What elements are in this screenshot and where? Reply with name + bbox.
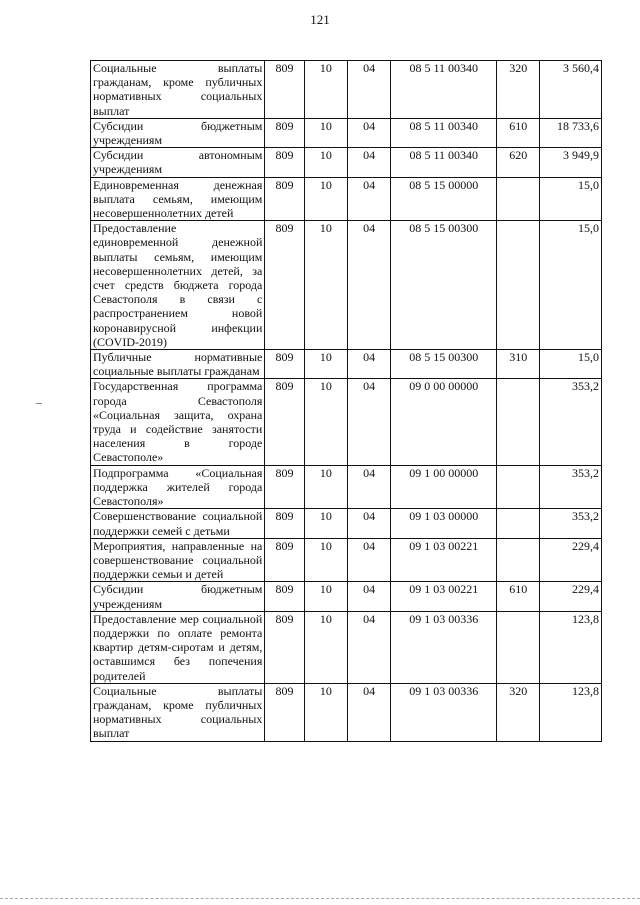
row-gr: 809 xyxy=(265,465,304,509)
row-vr: 610 xyxy=(497,582,540,611)
row-gr: 809 xyxy=(265,582,304,611)
row-cs: 09 0 00 00000 xyxy=(391,379,497,465)
row-sum: 15,0 xyxy=(540,177,602,221)
row-vr xyxy=(497,221,540,350)
row-name: Подпрограмма «Социальная поддержка жителей города Севастополя» xyxy=(91,465,265,509)
row-name: Субсидии бюджетным учреждениям xyxy=(91,118,265,147)
row-rz: 10 xyxy=(304,379,347,465)
row-rz: 10 xyxy=(304,61,347,119)
row-rz: 10 xyxy=(304,582,347,611)
row-sum: 15,0 xyxy=(540,221,602,350)
row-gr: 809 xyxy=(265,61,304,119)
row-gr: 809 xyxy=(265,118,304,147)
row-cs: 09 1 03 00336 xyxy=(391,683,497,741)
row-sum: 229,4 xyxy=(540,538,602,582)
table-row xyxy=(91,118,602,147)
table-row xyxy=(91,148,602,177)
row-pr: 04 xyxy=(347,350,390,379)
row-cs: 09 1 03 00221 xyxy=(391,538,497,582)
row-name: Социальные выплаты гражданам, кроме публичных нормативных социальных выплат xyxy=(91,683,265,741)
row-name: Публичные нормативные социальные выплаты гражданам xyxy=(91,350,265,379)
page-bottom-edge xyxy=(0,898,640,900)
row-gr: 809 xyxy=(265,379,304,465)
row-rz: 10 xyxy=(304,611,347,683)
row-cs: 09 1 00 00000 xyxy=(391,465,497,509)
row-name: Государственная программа города Севастополя «Социальная защита, охрана труда и содействие занятости населения в городе Севастополе» xyxy=(91,379,265,465)
row-rz: 10 xyxy=(304,221,347,350)
row-gr: 809 xyxy=(265,177,304,221)
row-pr: 04 xyxy=(347,148,390,177)
table-row xyxy=(91,683,602,741)
row-vr: 320 xyxy=(497,61,540,119)
table-row xyxy=(91,61,602,119)
row-sum: 15,0 xyxy=(540,350,602,379)
row-cs: 08 5 15 00000 xyxy=(391,177,497,221)
row-pr: 04 xyxy=(347,177,390,221)
row-vr xyxy=(497,509,540,538)
row-rz: 10 xyxy=(304,683,347,741)
row-vr: 310 xyxy=(497,350,540,379)
row-gr: 809 xyxy=(265,148,304,177)
table-row xyxy=(91,538,602,582)
row-gr: 809 xyxy=(265,611,304,683)
row-rz: 10 xyxy=(304,350,347,379)
row-rz: 10 xyxy=(304,538,347,582)
row-name: Социальные выплаты гражданам, кроме публичных нормативных социальных выплат xyxy=(91,61,265,119)
row-vr xyxy=(497,177,540,221)
row-sum: 123,8 xyxy=(540,611,602,683)
row-sum: 353,2 xyxy=(540,465,602,509)
row-rz: 10 xyxy=(304,118,347,147)
row-cs: 08 5 11 00340 xyxy=(391,118,497,147)
row-name: Единовременная денежная выплата семьям, имеющим несовершеннолетних детей xyxy=(91,177,265,221)
margin-mark xyxy=(36,403,42,404)
row-gr: 809 xyxy=(265,509,304,538)
row-pr: 04 xyxy=(347,118,390,147)
row-sum: 3 949,9 xyxy=(540,148,602,177)
row-vr xyxy=(497,379,540,465)
row-name: Субсидии бюджетным учреждениям xyxy=(91,582,265,611)
budget-table xyxy=(90,60,602,742)
row-name: Совершенствование социальной поддержки семей с детьми xyxy=(91,509,265,538)
row-name: Предоставление единовременной денежной выплаты семьям, имеющим несовершеннолетних детей, за счет средств бюджета города Севастополя в связи с распространением новой коронавирусной инфекции (COVID-2019) xyxy=(91,221,265,350)
table-row xyxy=(91,611,602,683)
row-sum: 18 733,6 xyxy=(540,118,602,147)
row-cs: 08 5 15 00300 xyxy=(391,350,497,379)
table-row xyxy=(91,177,602,221)
page-number: 121 xyxy=(310,12,330,27)
row-pr: 04 xyxy=(347,538,390,582)
row-cs: 08 5 15 00300 xyxy=(391,221,497,350)
row-vr xyxy=(497,538,540,582)
row-cs: 09 1 03 00221 xyxy=(391,582,497,611)
row-sum: 353,2 xyxy=(540,509,602,538)
row-gr: 809 xyxy=(265,350,304,379)
row-cs: 08 5 11 00340 xyxy=(391,148,497,177)
row-rz: 10 xyxy=(304,148,347,177)
row-pr: 04 xyxy=(347,509,390,538)
row-pr: 04 xyxy=(347,221,390,350)
row-vr xyxy=(497,465,540,509)
row-pr: 04 xyxy=(347,61,390,119)
row-cs: 08 5 11 00340 xyxy=(391,61,497,119)
table-row xyxy=(91,221,602,350)
row-vr: 620 xyxy=(497,148,540,177)
row-rz: 10 xyxy=(304,465,347,509)
row-name: Предоставление мер социальной поддержки по оплате ремонта квартир детям-сиротам и детям, оставшимся без попечения родителей xyxy=(91,611,265,683)
row-sum: 123,8 xyxy=(540,683,602,741)
table-row xyxy=(91,379,602,465)
row-pr: 04 xyxy=(347,465,390,509)
table-row xyxy=(91,509,602,538)
table-row xyxy=(91,350,602,379)
row-rz: 10 xyxy=(304,509,347,538)
row-vr: 320 xyxy=(497,683,540,741)
row-gr: 809 xyxy=(265,538,304,582)
table-row xyxy=(91,582,602,611)
row-pr: 04 xyxy=(347,582,390,611)
row-sum: 229,4 xyxy=(540,582,602,611)
row-gr: 809 xyxy=(265,683,304,741)
row-name: Субсидии автономным учреждениям xyxy=(91,148,265,177)
row-pr: 04 xyxy=(347,379,390,465)
table-row xyxy=(91,465,602,509)
row-cs: 09 1 03 00336 xyxy=(391,611,497,683)
row-rz: 10 xyxy=(304,177,347,221)
row-sum: 353,2 xyxy=(540,379,602,465)
row-vr: 610 xyxy=(497,118,540,147)
row-vr xyxy=(497,611,540,683)
row-pr: 04 xyxy=(347,611,390,683)
row-pr: 04 xyxy=(347,683,390,741)
row-cs: 09 1 03 00000 xyxy=(391,509,497,538)
row-gr: 809 xyxy=(265,221,304,350)
row-name: Мероприятия, направленные на совершенствование социальной поддержки семьи и детей xyxy=(91,538,265,582)
row-sum: 3 560,4 xyxy=(540,61,602,119)
